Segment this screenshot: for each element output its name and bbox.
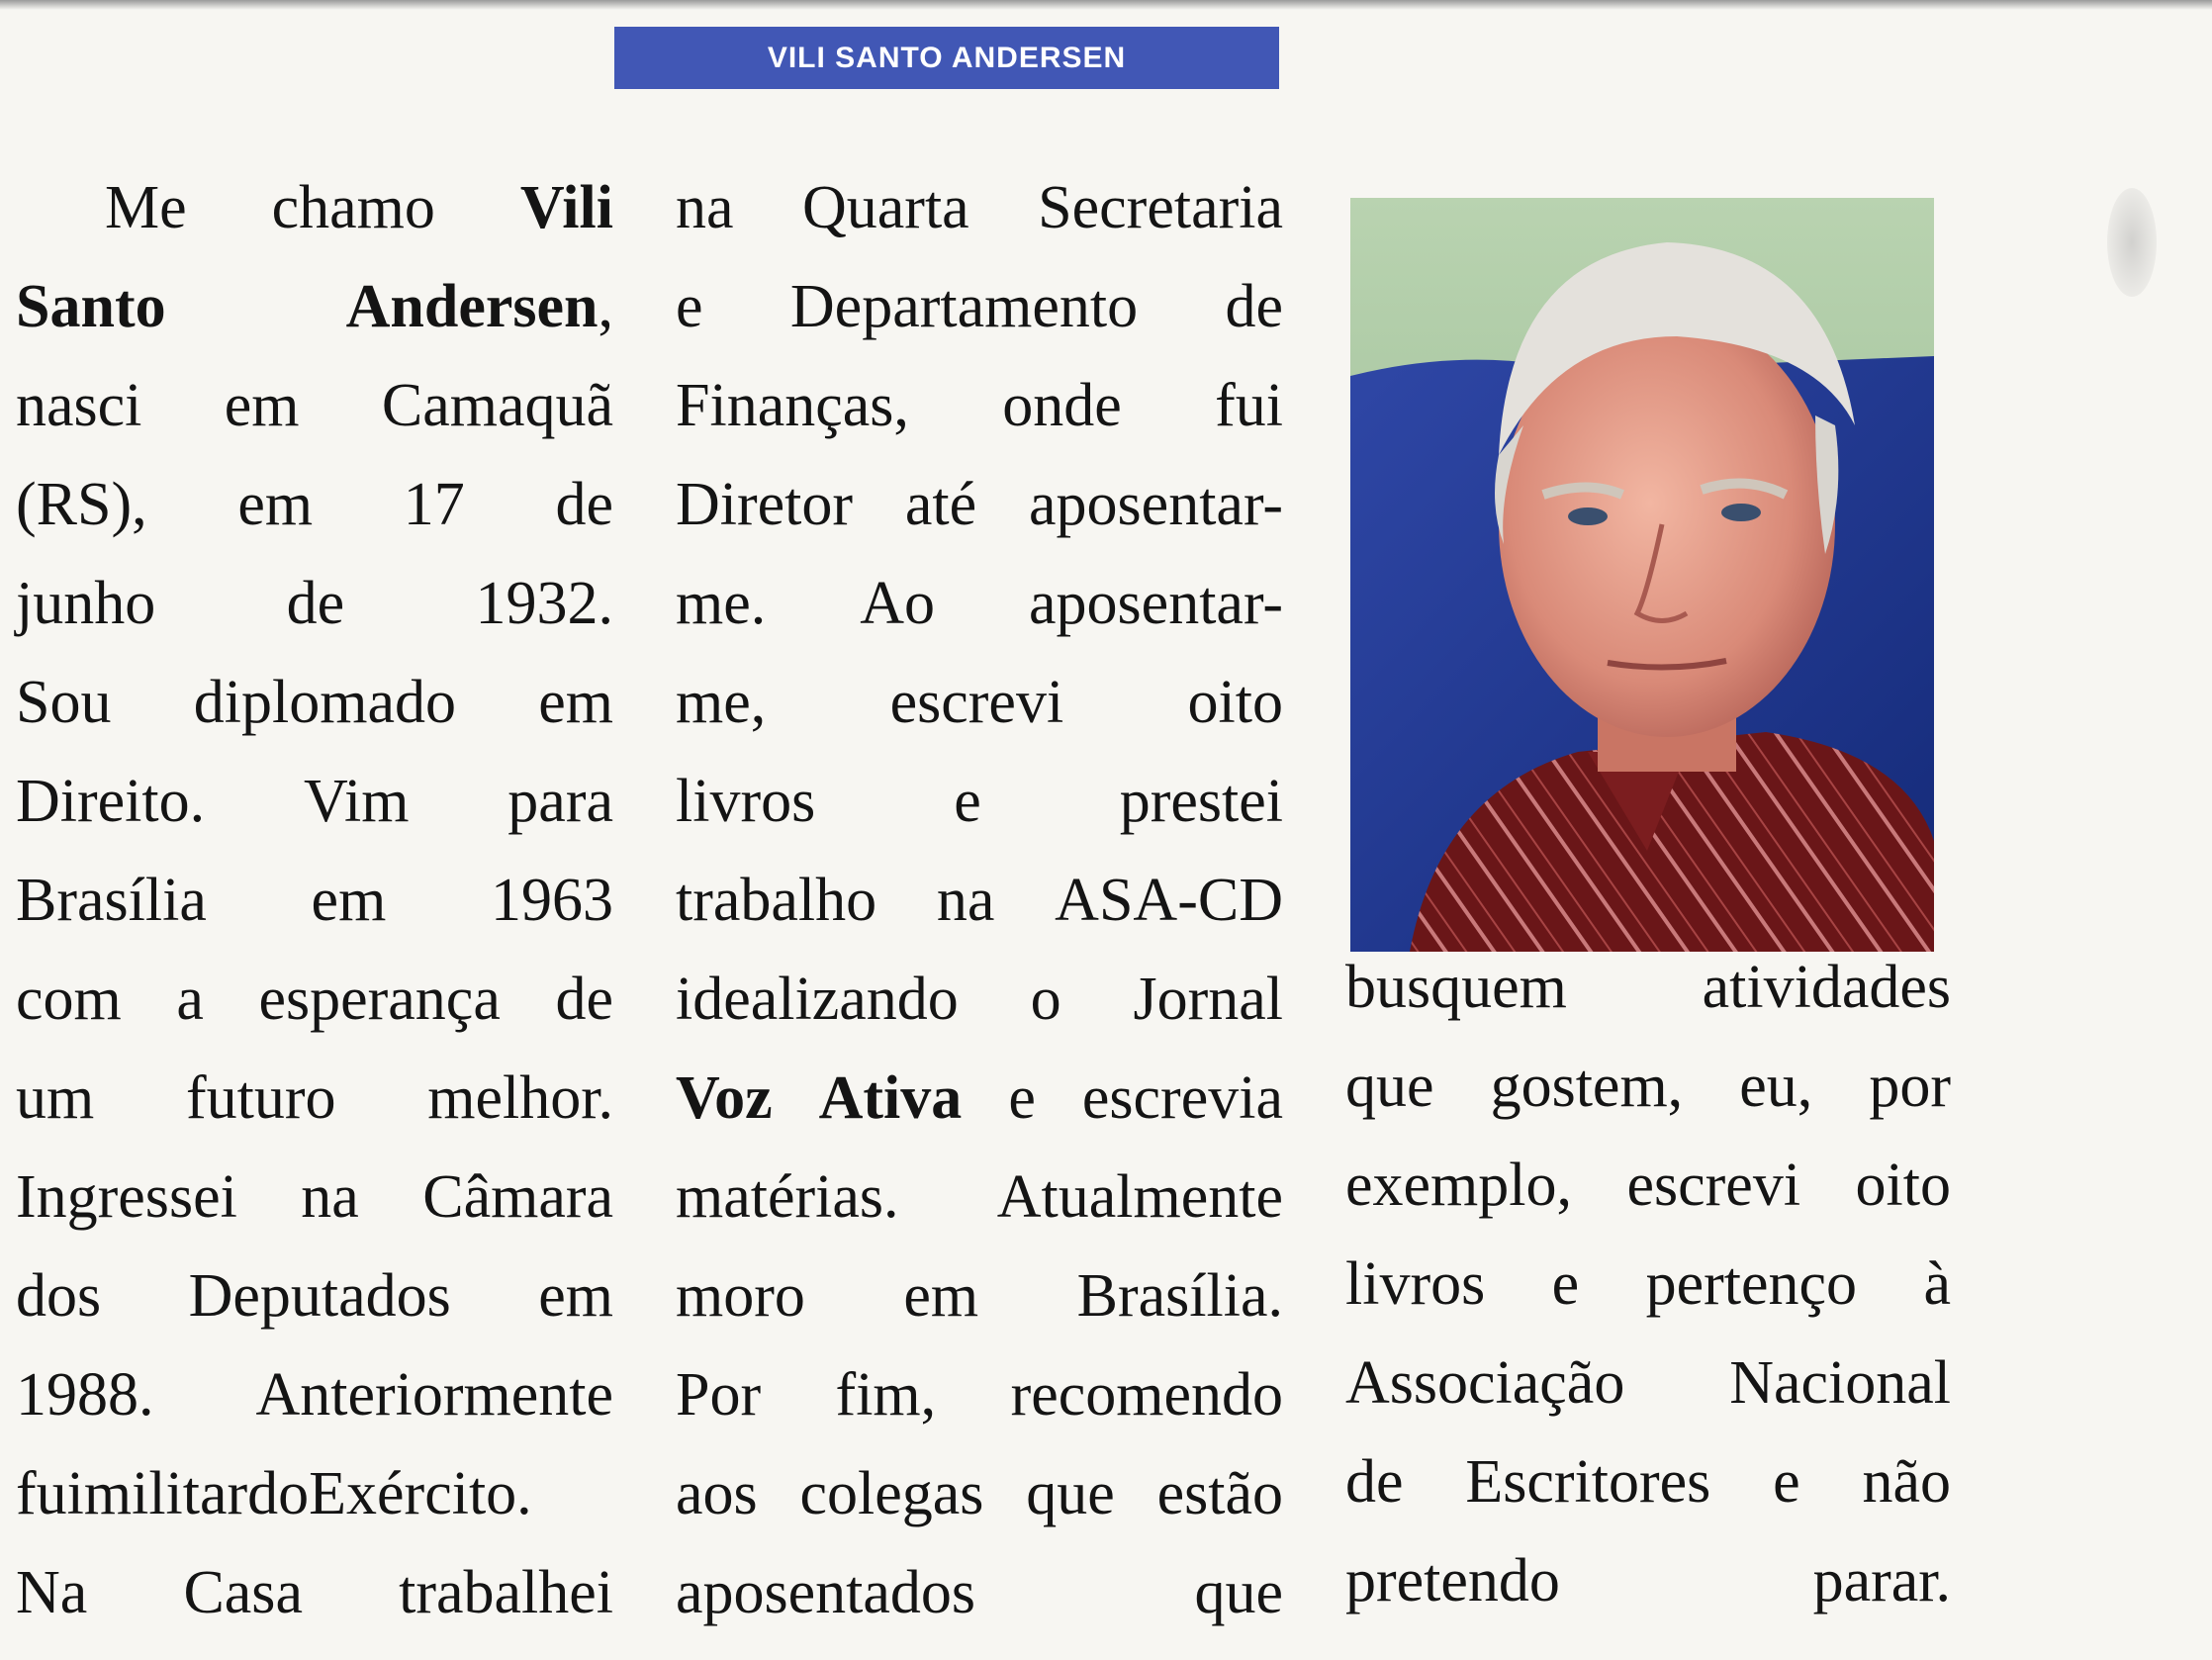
word: Andersen, [345, 273, 613, 340]
word: futuro [186, 1064, 336, 1132]
word: em [237, 471, 314, 538]
word: aposentar- [1029, 471, 1283, 538]
text-line [16, 1246, 613, 1345]
word: Ingressei [16, 1163, 237, 1231]
word: em [311, 867, 387, 934]
word: fui [1215, 372, 1283, 439]
word: aposentados [676, 1559, 976, 1626]
text-line [676, 1345, 1283, 1444]
word: Na [16, 1559, 88, 1626]
word: de [1345, 1448, 1404, 1516]
word: moro [676, 1262, 805, 1330]
word: pretendo [1345, 1547, 1560, 1614]
word: Ao [860, 570, 936, 637]
word: parar. [1812, 1547, 1951, 1614]
word: Santo [16, 273, 166, 340]
text-line [16, 356, 613, 455]
text-line [16, 257, 613, 356]
word: e [1008, 1064, 1036, 1132]
word: por [1869, 1053, 1951, 1120]
word: Departamento [789, 273, 1139, 340]
text-line [16, 950, 613, 1049]
word: Sou [16, 669, 112, 736]
text-line [1345, 1432, 1951, 1531]
text-column-2 [676, 158, 1283, 1642]
text-line [16, 1444, 613, 1543]
text-line [16, 455, 613, 554]
word: de [286, 570, 345, 637]
word: livros [676, 768, 816, 835]
word: gostem, [1490, 1053, 1684, 1120]
word: Brasília. [1076, 1262, 1283, 1330]
portrait-photo [1350, 198, 1934, 952]
word: diplomado [193, 669, 456, 736]
word: me. [676, 570, 767, 637]
word: livros [1345, 1250, 1486, 1318]
text-line [676, 1148, 1283, 1246]
word: chamo [271, 174, 435, 241]
text-line [16, 851, 613, 950]
text-line [16, 653, 613, 752]
word: Quarta [802, 174, 969, 241]
word: de [555, 966, 613, 1033]
word: (RS), [16, 471, 147, 538]
word: escrevia [1081, 1064, 1283, 1132]
word: oito [1187, 669, 1283, 736]
word: pertenço [1645, 1250, 1858, 1318]
word: esperança [258, 966, 501, 1033]
text-line [16, 1049, 613, 1148]
text-line [676, 1543, 1283, 1642]
word: estão [1156, 1460, 1283, 1527]
word: junho [16, 570, 156, 637]
text-line [676, 851, 1283, 950]
word: aos [676, 1460, 758, 1527]
banner-title: VILI SANTO ANDERSEN [767, 41, 1127, 74]
word: na [936, 867, 995, 934]
word: Brasília [16, 867, 207, 934]
word: um [16, 1064, 95, 1132]
word: idealizando [676, 966, 959, 1033]
word: Ativa [818, 1064, 963, 1132]
word: trabalho [676, 867, 877, 934]
text-line [16, 752, 613, 851]
word: matérias. [676, 1163, 899, 1231]
word: nasci [16, 372, 142, 439]
paper-stain [2107, 188, 2157, 297]
text-line [1345, 1531, 1951, 1630]
text-line [16, 158, 613, 257]
word: em [224, 372, 300, 439]
word: Casa [183, 1559, 303, 1626]
word: eu, [1739, 1053, 1813, 1120]
word: ASA-CD [1055, 867, 1283, 934]
word: Escritores [1465, 1448, 1711, 1516]
word: até [904, 471, 977, 538]
word: de [1225, 273, 1283, 340]
word: que [1026, 1460, 1115, 1527]
name-banner [614, 27, 1279, 89]
word: o [1030, 966, 1061, 1033]
text-line [676, 1049, 1283, 1148]
word: atividades [1702, 954, 1951, 1021]
word: Direito. [16, 768, 206, 835]
text-line [1345, 938, 1951, 1037]
text-line [676, 158, 1283, 257]
word: dos [16, 1262, 102, 1330]
word: prestei [1119, 768, 1283, 835]
word: recomendo [1010, 1361, 1283, 1429]
word: e [1551, 1250, 1580, 1318]
word: em [903, 1262, 979, 1330]
word: trabalhei [399, 1559, 613, 1626]
word: exemplo, [1345, 1152, 1572, 1219]
word: Vili [519, 174, 613, 241]
word: 1988. [16, 1361, 154, 1429]
word: melhor. [427, 1064, 613, 1132]
word: me, [676, 669, 767, 736]
word: fuimilitardoExército. [16, 1460, 532, 1527]
word: não [1862, 1448, 1951, 1516]
word: para [507, 768, 613, 835]
word: e [1773, 1448, 1800, 1516]
word: na [301, 1163, 359, 1231]
word: Camaquã [381, 372, 613, 439]
word: 1932. [475, 570, 613, 637]
word: escrevi [1626, 1152, 1801, 1219]
word: 1963 [491, 867, 613, 934]
word: Vim [303, 768, 410, 835]
text-line [16, 1543, 613, 1642]
text-line [676, 1444, 1283, 1543]
word: busquem [1345, 954, 1567, 1021]
text-line [676, 356, 1283, 455]
word: aposentar- [1029, 570, 1283, 637]
portrait-illustration [1350, 198, 1934, 952]
text-line [16, 1148, 613, 1246]
text-line [1345, 1136, 1951, 1235]
text-column-1 [16, 158, 613, 1642]
word: com [16, 966, 122, 1033]
word: Diretor [676, 471, 854, 538]
word: oito [1855, 1152, 1951, 1219]
word: 17 [403, 471, 465, 538]
word: Associação [1345, 1349, 1625, 1417]
text-line [676, 257, 1283, 356]
text-line [1345, 1334, 1951, 1432]
word: em [538, 669, 613, 736]
text-line [1345, 1235, 1951, 1334]
word: colegas [799, 1460, 984, 1527]
text-line [676, 752, 1283, 851]
word: e [676, 273, 703, 340]
word: que [1194, 1559, 1283, 1626]
word: Deputados [188, 1262, 451, 1330]
word: fim, [835, 1361, 937, 1429]
word: Secretaria [1038, 174, 1283, 241]
word: Nacional [1729, 1349, 1951, 1417]
word: em [538, 1262, 613, 1330]
text-column-3 [1345, 938, 1951, 1630]
text-line [676, 455, 1283, 554]
word: Anteriormente [255, 1361, 613, 1429]
word: Por [676, 1361, 762, 1429]
text-line [1345, 1037, 1951, 1136]
word: Jornal [1133, 966, 1283, 1033]
text-line [16, 554, 613, 653]
word: na [676, 174, 734, 241]
text-line [676, 653, 1283, 752]
text-line [676, 1246, 1283, 1345]
word: Câmara [422, 1163, 613, 1231]
page-top-edge [0, 0, 2212, 10]
word: Finanças, [676, 372, 909, 439]
word: à [1923, 1250, 1951, 1318]
text-line [676, 554, 1283, 653]
word: Atualmente [996, 1163, 1283, 1231]
word: escrevi [889, 669, 1064, 736]
word: Me [105, 174, 187, 241]
word: de [555, 471, 613, 538]
word: e [954, 768, 981, 835]
word: Voz [676, 1064, 773, 1132]
text-line [16, 1345, 613, 1444]
word: a [176, 966, 204, 1033]
word: que [1345, 1053, 1434, 1120]
word: onde [1002, 372, 1122, 439]
text-line [676, 950, 1283, 1049]
